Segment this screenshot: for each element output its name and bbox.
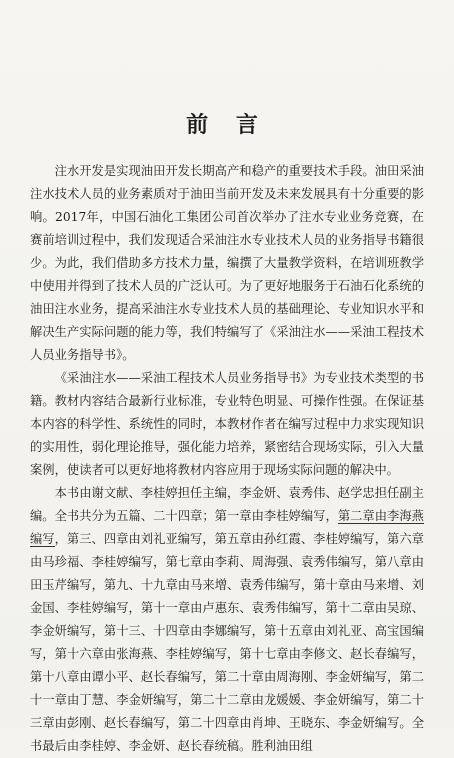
- page-title: 前 言: [186, 113, 268, 138]
- paragraph-2: 《采油注水——采油工程技术人员业务指导书》为专业技术类型的书籍。教材内容结合最新行业标准，专业特色明显、可操作性强。在保证基本内容的科学性、系统性的同时，本教材作者在编写过程中力求实现知识的实用性，弱化理论推导，强化能力培养，紧密结合现场实际，引入大量案例，使读者可以更好地将教材内容应用于现场实际问题的解决中。: [30, 371, 424, 477]
- paragraph-3-part-b: ，第三、四章由刘礼亚编写，第五章由孙红霞、李桂婷编写，第六章由马珍福、李桂婷编写，第七章由李莉、周海强、袁秀伟编写，第八章由田玉芹编写，第九、十九章由马来增、袁秀伟编写，第十章由马来增、刘金国、李桂婷编写，第十一章由卢惠东、袁秀伟编写，第十二章由吴琼、李金妍编写，第十三、十四章由李娜编写，第十五章由刘礼亚、高宝国编写，第十六章由张海燕、李桂婷编写，第十七章由李修文、赵长春编写，第十八章由谭小平、赵长春编写，第二十章由周海刚、李金妍编写，第二十一章由丁慧、李金妍编写，第二十二章由龙媛媛、李金妍编写，第二十三章由彭刚、赵长春编写，第二十四章由肖坤、王晓东、李金妍编写。全书最后由李桂婷、李金妍、赵长春统稿。胜利油田组: [30, 532, 424, 753]
- paragraph-3: [30, 482, 424, 758]
- paragraph-3-part-a: 本书由谢文献、李桂婷担任主编，李金妍、袁秀伟、赵学忠担任副主编。全书共分为五篇、二十四章；第一章由李桂婷编写，: [30, 486, 424, 523]
- underlined-phrase: 第二章由李海燕编写: [30, 509, 424, 546]
- preface-body: [30, 160, 424, 758]
- paragraph-1: 注水开发是实现油田开发长期高产和稳产的重要技术手段。油田采油注水技术人员的业务素质对于油田当前开发及未来发展具有十分重要的影响。2017年，中国石油化工集团公司首次举办了注水专业业务竞赛，在赛前培训过程中，我们发现适合采油注水专业技术人员的业务指导书籍很少。为此，我们借助多方技术力量，编撰了大量教学资料，在培训班教学中使用并得到了技术人员的广泛认可。为了更好地服务于石油石化系统的油田注水业务，提高采油注水专业技术人员的基础理论、专业知识水平和解决生产实际问题的能力等，我们特编写了《采油注水——采油工程技术人员业务指导书》。: [30, 164, 424, 362]
